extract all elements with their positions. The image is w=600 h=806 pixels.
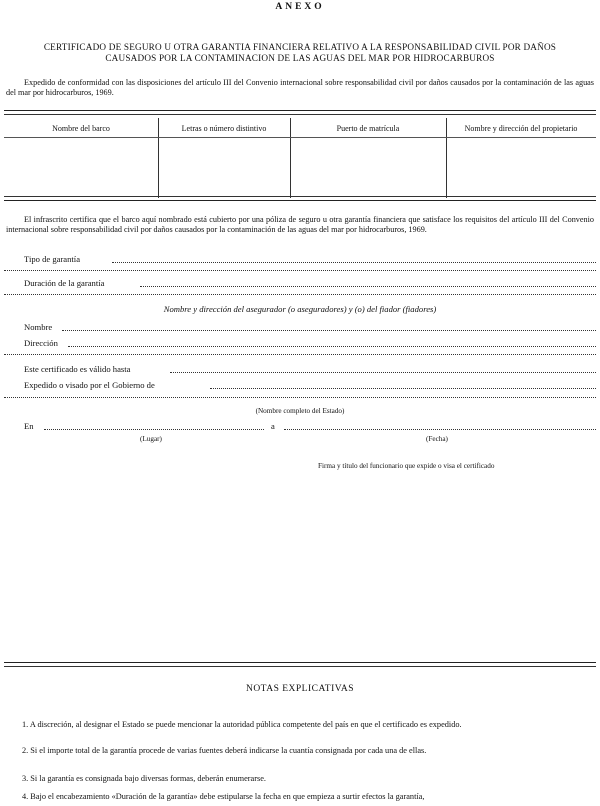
duracion-field[interactable] [140,286,596,287]
en-label: En [24,421,34,431]
title-line-2: CAUSADOS POR LA CONTAMINACION DE LAS AGUAS DEL MAR POR HIDROCARBUROS [105,53,495,63]
column-header: Nombre y dirección del propietario [464,124,578,133]
note-item: 2. Si el importe total de la garantía procede de varias fuentes deberá indicarse la cuantía consignada por cada una de ellas. [22,746,427,755]
direccion-label: Dirección [24,338,58,348]
expedido-label: Expedido o visado por el Gobierno de [24,380,155,390]
notes-heading: NOTAS EXPLICATIVAS [245,684,355,694]
note-item: 1. A discreción, al designar el Estado se puede mencionar la autoridad pública competente del país en que el certificado es expedido. [22,720,462,729]
section-rule-2 [4,666,596,667]
column-header: Nombre del barco [52,124,110,133]
column-header: Puerto de matrícula [336,124,400,133]
certificate-title [0,42,600,64]
duracion-field-line-2[interactable] [4,294,596,295]
note-item: 4. Bajo el encabezamiento «Duración de la garantía» debe estipularse la fecha en que empieza a surtir efectos la garantía, [22,792,425,801]
intro-paragraph: Expedido de conformidad con las disposiciones del artículo III del Convenio internacional sobre responsabilidad civil por daños causados por la contaminación de las aguas del mar por hidrocarburos, 1969. [6,78,594,97]
column-header: Letras o número distintivo [181,124,267,133]
duracion-label: Duración de la garantía [24,278,105,288]
valido-label: Este certificado es válido hasta [24,364,131,374]
insurer-heading: Nombre y dirección del asegurador (o aseguradores) y (o) del fiador (fiadores) [163,304,437,314]
table-bottom-rule [4,196,596,197]
table-top-rule-2 [4,114,596,115]
tipo-field-line-2[interactable] [4,270,596,271]
direccion-field-line-2[interactable] [4,354,596,355]
section-rule [4,662,596,663]
a-label: a [271,421,275,431]
tipo-label: Tipo de garantía [24,254,81,264]
note-item: 3. Si la garantía es consignada bajo diversas formas, deberán enumerarse. [22,774,266,783]
valido-field[interactable] [170,372,596,373]
header-underline [4,137,596,138]
lugar-caption: (Lugar) [140,435,162,443]
title-line-1: CERTIFICADO DE SEGURO U OTRA GARANTIA FINANCIERA RELATIVO A LA RESPONSABILIDAD CIVIL POR DAÑOS [43,42,557,52]
fecha-caption: (Fecha) [426,435,448,443]
expedido-field[interactable] [210,388,596,389]
table-bottom-rule-2 [4,200,596,201]
tipo-field[interactable] [112,262,596,263]
direccion-field[interactable] [68,346,596,347]
annex-heading: ANEXO [275,2,325,12]
nombre-label: Nombre [24,322,53,332]
certification-paragraph: El infrascrito certifica que el barco aquí nombrado está cubierto por una póliza de seguro u otra garantía financiera que satisface los requisitos del artículo III del Convenio internacional sobre responsabilidad civil por daños causados por la contaminación de las aguas del mar por hidrocarburos, 1969. [6,215,594,234]
estado-caption: (Nombre completo del Estado) [255,407,345,415]
signature-caption: Firma y título del funcionario que expide o visa el certificado [318,462,495,470]
table-top-rule [4,110,596,111]
fecha-field[interactable] [284,429,596,430]
nombre-field[interactable] [62,330,596,331]
lugar-field[interactable] [44,429,264,430]
expedido-field-line-2[interactable] [4,397,596,398]
